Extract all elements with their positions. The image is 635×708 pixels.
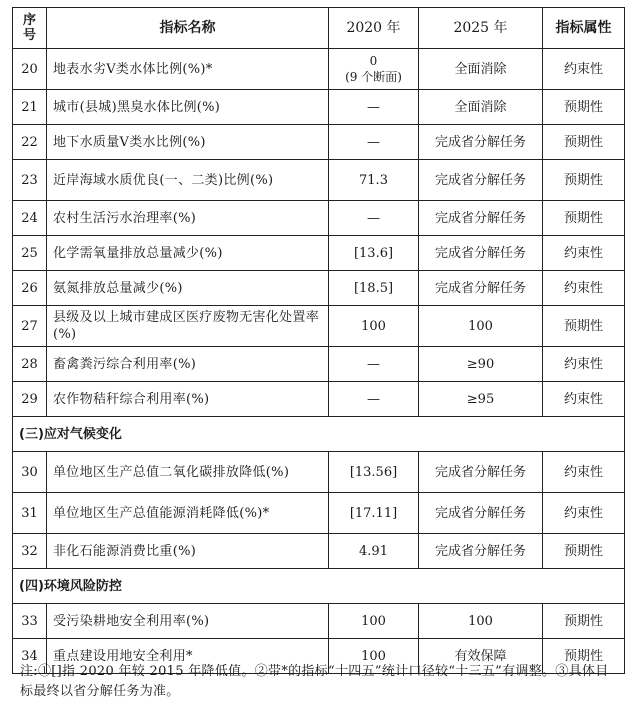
row-2025: 完成省分解任务 xyxy=(419,493,543,534)
row-attr: 约束性 xyxy=(543,49,625,90)
row-attr: 预期性 xyxy=(543,604,625,639)
row-no: 34 xyxy=(13,639,47,674)
table-header-row xyxy=(13,8,625,49)
row-2020: [13.56] xyxy=(329,452,419,493)
table-row xyxy=(13,347,625,382)
row-2020: — xyxy=(329,90,419,125)
header-2025: 2025 年 xyxy=(419,8,543,49)
row-attr: 预期性 xyxy=(543,201,625,236)
row-name: 畜禽粪污综合利用率(%) xyxy=(47,347,329,382)
row-attr: 预期性 xyxy=(543,306,625,347)
header-2020: 2020 年 xyxy=(329,8,419,49)
row-name: 受污染耕地安全利用率(%) xyxy=(47,604,329,639)
table-row xyxy=(13,306,625,347)
row-no: 24 xyxy=(13,201,47,236)
row-attr: 约束性 xyxy=(543,382,625,417)
row-no: 26 xyxy=(13,271,47,306)
table-row xyxy=(13,49,625,90)
row-no: 20 xyxy=(13,49,47,90)
row-attr: 约束性 xyxy=(543,452,625,493)
indicator-table-container xyxy=(12,7,624,674)
row-2025: 完成省分解任务 xyxy=(419,534,543,569)
row-name: 化学需氧量排放总量减少(%) xyxy=(47,236,329,271)
row-2020: 100 xyxy=(329,306,419,347)
row-2025: 全面消除 xyxy=(419,49,543,90)
row-2025: 完成省分解任务 xyxy=(419,271,543,306)
row-attr: 约束性 xyxy=(543,493,625,534)
table-row xyxy=(13,201,625,236)
table-row xyxy=(13,604,625,639)
row-attr: 预期性 xyxy=(543,160,625,201)
row-2020: 71.3 xyxy=(329,160,419,201)
row-no: 28 xyxy=(13,347,47,382)
section-row xyxy=(13,417,625,452)
row-name: 氨氮排放总量减少(%) xyxy=(47,271,329,306)
table-row xyxy=(13,534,625,569)
row-name: 单位地区生产总值能源消耗降低(%)* xyxy=(47,493,329,534)
row-name: 农作物秸秆综合利用率(%) xyxy=(47,382,329,417)
row-name: 重点建设用地安全利用* xyxy=(47,639,329,674)
header-name: 指标名称 xyxy=(47,8,329,49)
section-climate-heading: (三)应对气候变化 xyxy=(13,417,625,452)
row-attr: 约束性 xyxy=(543,236,625,271)
row-attr: 预期性 xyxy=(543,125,625,160)
row-2020: 4.91 xyxy=(329,534,419,569)
row-attr: 预期性 xyxy=(543,534,625,569)
row-no: 21 xyxy=(13,90,47,125)
row-2025: 有效保障 xyxy=(419,639,543,674)
row-2025: 100 xyxy=(419,604,543,639)
row-2020: [17.11] xyxy=(329,493,419,534)
table-row xyxy=(13,493,625,534)
table-row xyxy=(13,271,625,306)
row-2025: 完成省分解任务 xyxy=(419,236,543,271)
row-2020: — xyxy=(329,201,419,236)
row-2025: 完成省分解任务 xyxy=(419,201,543,236)
row-no: 22 xyxy=(13,125,47,160)
table-row xyxy=(13,125,625,160)
header-no: 序号 xyxy=(13,8,47,49)
row-2020: — xyxy=(329,125,419,160)
row-no: 29 xyxy=(13,382,47,417)
row-no: 25 xyxy=(13,236,47,271)
row-no: 30 xyxy=(13,452,47,493)
row-2020: 100 xyxy=(329,604,419,639)
section-row xyxy=(13,569,625,604)
row-2020: 100 xyxy=(329,639,419,674)
table-row xyxy=(13,236,625,271)
row-2020: [13.6] xyxy=(329,236,419,271)
row-name: 非化石能源消费比重(%) xyxy=(47,534,329,569)
row-name: 城市(县城)黑臭水体比例(%) xyxy=(47,90,329,125)
table-row xyxy=(13,382,625,417)
indicator-table xyxy=(12,7,625,674)
header-attr: 指标属性 xyxy=(543,8,625,49)
row-2020: — xyxy=(329,347,419,382)
table-row xyxy=(13,90,625,125)
row-no: 33 xyxy=(13,604,47,639)
row-2025: 全面消除 xyxy=(419,90,543,125)
row-no: 27 xyxy=(13,306,47,347)
row-2025: 完成省分解任务 xyxy=(419,160,543,201)
row-name: 近岸海域水质优良(一、二类)比例(%) xyxy=(47,160,329,201)
row-2025: 100 xyxy=(419,306,543,347)
row-name: 地下水质量Ⅴ类水比例(%) xyxy=(47,125,329,160)
table-row xyxy=(13,160,625,201)
row-attr: 预期性 xyxy=(543,90,625,125)
row-2020: [18.5] xyxy=(329,271,419,306)
row-no: 31 xyxy=(13,493,47,534)
row-name: 农村生活污水治理率(%) xyxy=(47,201,329,236)
row-2025: 完成省分解任务 xyxy=(419,452,543,493)
table-footnote: 注:①[]指 2020 年较 2015 年降低值。②带*的指标“十四五”统计口径较“十三五”有调整。③具体目标最终以省分解任务为准。 xyxy=(20,664,609,699)
row-attr: 约束性 xyxy=(543,271,625,306)
row-name: 地表水劣Ⅴ类水体比例(%)* xyxy=(47,49,329,90)
row-name: 单位地区生产总值二氧化碳排放降低(%) xyxy=(47,452,329,493)
row-2025: ≥90 xyxy=(419,347,543,382)
table-row xyxy=(13,452,625,493)
section-risk-heading: (四)环境风险防控 xyxy=(13,569,625,604)
row-no: 23 xyxy=(13,160,47,201)
row-2020: — xyxy=(329,382,419,417)
row-attr: 约束性 xyxy=(543,347,625,382)
row-attr: 预期性 xyxy=(543,639,625,674)
row-2020: 0 (9 个断面) xyxy=(329,49,419,90)
row-no: 32 xyxy=(13,534,47,569)
row-name: 县级及以上城市建成区医疗废物无害化处置率(%) xyxy=(47,306,329,347)
row-2025: 完成省分解任务 xyxy=(419,125,543,160)
row-2025: ≥95 xyxy=(419,382,543,417)
